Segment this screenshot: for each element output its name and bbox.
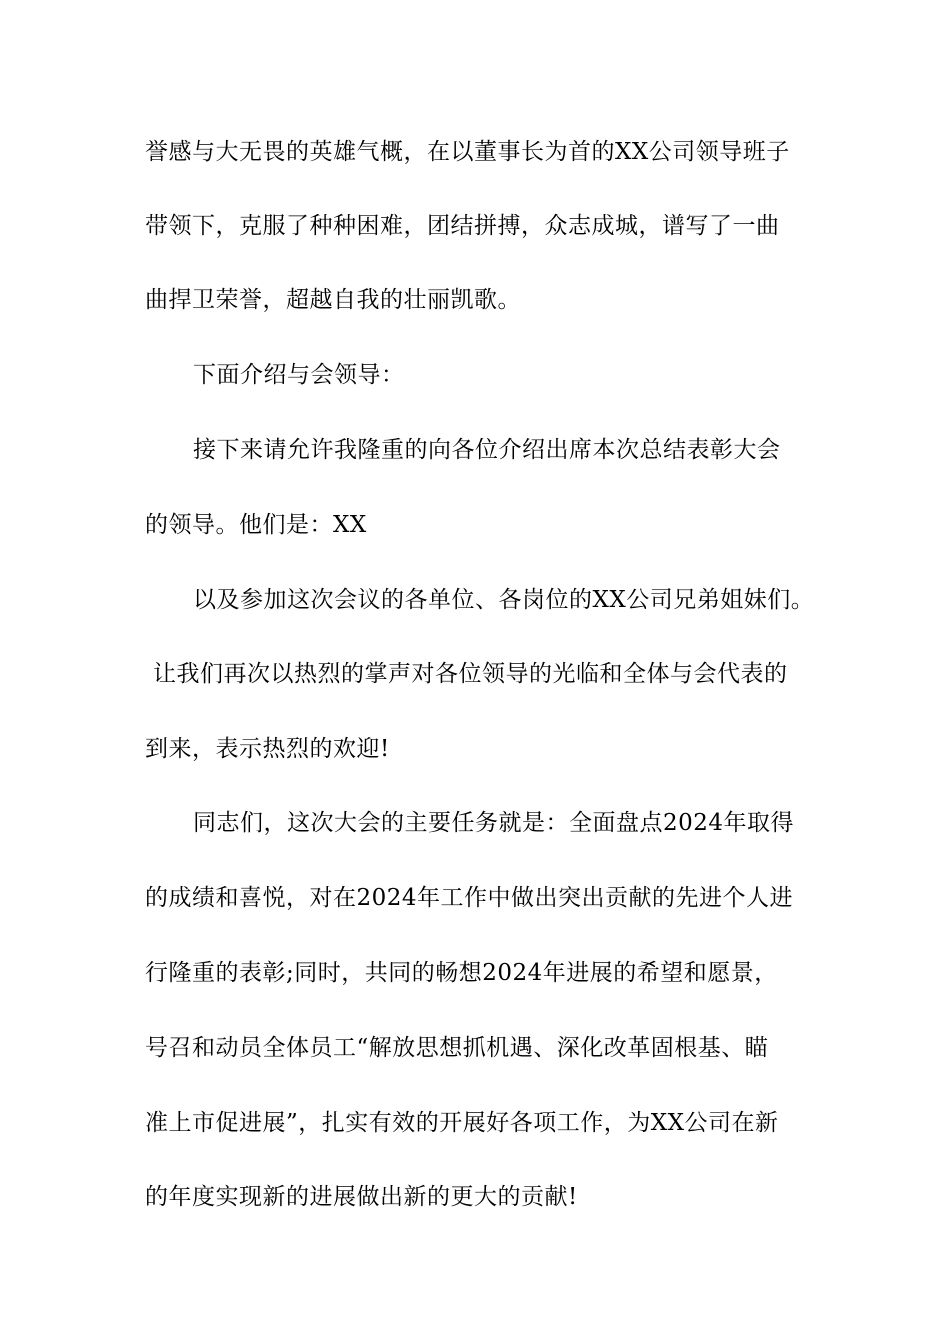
text-line: 号召和动员全体员工“解放思想抓机遇、深化改革固根基、瞄 [145,1035,769,1061]
text-line: 到来，表示热烈的欢迎! [145,736,390,762]
text-line: 带领下，克服了种种困难，团结拼搏，众志成城，谱写了一曲 [145,213,780,239]
text-line: 的成绩和喜悦，对在2024年工作中做出突出贡献的先进个人进 [145,885,794,911]
text-line: 誉感与大无畏的英雄气概，在以董事长为首的XX公司领导班子 [145,139,790,165]
text-line: 同志们，这次大会的主要任务就是：全面盘点2024年取得 [193,810,795,836]
text-line: 的领导。他们是：XX [145,512,367,538]
text-line: 曲捍卫荣誉，超越自我的壮丽凯歌。 [145,287,521,313]
text-line: 以及参加这次会议的各单位、各岗位的XX公司兄弟姐妹们。 [193,587,815,613]
text-line: 的年度实现新的进展做出新的更大的贡献! [145,1184,578,1210]
text-line: 接下来请允许我隆重的向各位介绍出席本次总结表彰大会 [193,437,781,463]
text-line: 行隆重的表彰;同时，共同的畅想2024年进展的希望和愿景， [145,960,778,986]
text-line: 让我们再次以热烈的掌声对各位领导的光临和全体与会代表的 [153,661,788,687]
text-line: 准上市促进展”，扎实有效的开展好各项工作，为XX公司在新 [145,1110,779,1136]
paragraph-heading: 下面介绍与会领导： [193,362,405,388]
